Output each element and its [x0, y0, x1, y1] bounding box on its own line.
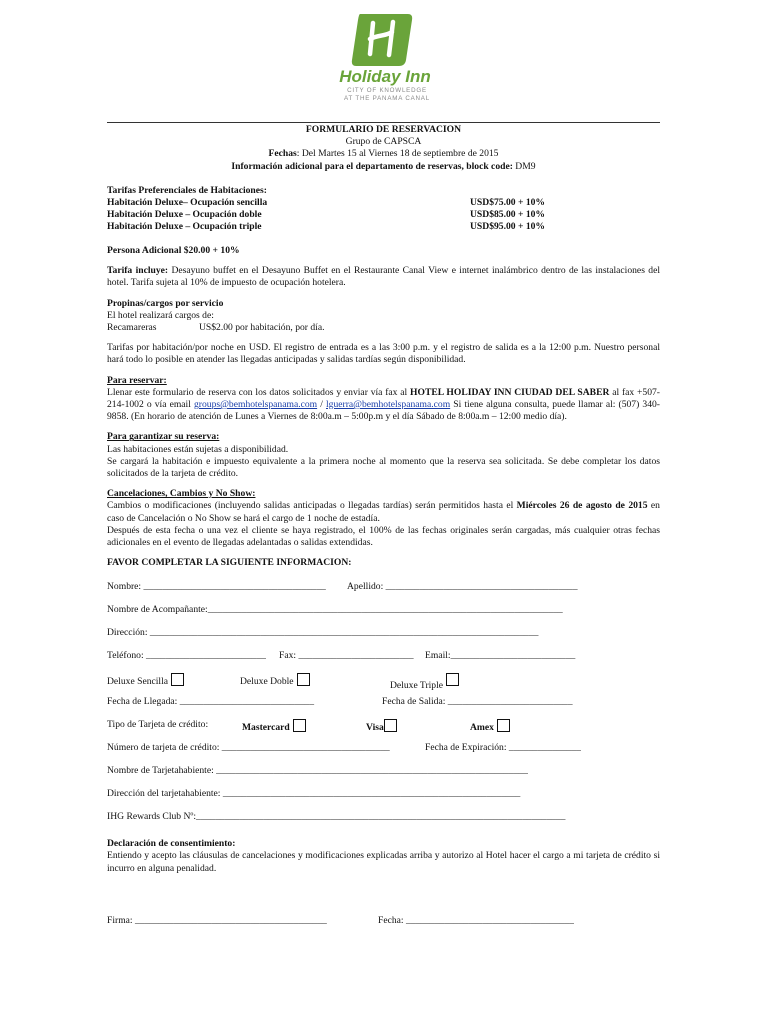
cardholder-address-field[interactable]: Dirección del tarjetahabiente: ______________________________________________________________ — [107, 788, 521, 800]
rates-list — [107, 197, 660, 245]
card-number-field[interactable]: Número de tarjeta de crédito: ___________________________________ — [107, 742, 390, 754]
visa-label: Visa — [366, 722, 384, 734]
amex-checkbox[interactable] — [497, 719, 510, 732]
email-field[interactable]: Email:__________________________ — [425, 650, 576, 662]
visa-checkbox[interactable] — [384, 719, 397, 732]
salida-field[interactable]: Fecha de Salida: __________________________ — [382, 696, 573, 708]
signature-field[interactable]: Firma: ________________________________________ — [107, 914, 327, 926]
reservation-form — [107, 124, 660, 938]
deluxe-triple-checkbox[interactable] — [446, 673, 459, 686]
cardholder-name-field[interactable]: Nombre de Tarjetahabiente: _________________________________________________________________ — [107, 765, 528, 777]
cancel-after: Después de esta fecha o una vez el cliente se haya registrado, el 100% de las fechas originales serán cargadas, más cualquier otras fechas adicionales en el evento de llegadas adelantadas o salidas extendidas. — [107, 524, 660, 549]
acompanante-field[interactable]: Nombre de Acompañante:__________________________________________________________________________ — [107, 604, 563, 616]
email-groups-link[interactable]: groups@bemhotelspanama.com — [193, 399, 318, 411]
deluxe-triple-label: Deluxe Triple — [390, 680, 444, 692]
logo-line2: AT THE PANAMA CANAL — [344, 95, 430, 102]
mastercard-checkbox[interactable] — [293, 719, 306, 732]
cancel-heading: Cancelaciones, Cambios y No Show: — [107, 488, 256, 500]
schedule-paragraph: Tarifas por habitación/por noche en USD. El registro de entrada es a las 3:00 p.m. y el registro de salida es a la 12:00 p.m. Nuestro personal hará todo lo posible en atender las llegadas anticipadas y salidas tardías según disponibilidad. — [107, 342, 660, 366]
logo-brand: Holiday Inn — [339, 67, 431, 86]
rate-price: USD$75.00 + 10% — [470, 197, 546, 209]
card-type-label: Tipo de Tarjeta de crédito: — [107, 719, 209, 731]
logo-line1: CITY OF KNOWLEDGE — [347, 87, 427, 94]
direccion-field[interactable]: Dirección: _________________________________________________________________________________ — [107, 627, 539, 639]
rates-heading: Tarifas Preferenciales de Habitaciones: — [107, 184, 267, 196]
tips-heading: Propinas/cargos por servicio — [107, 297, 224, 309]
deluxe-doble-label: Deluxe Doble — [240, 676, 294, 688]
deluxe-sencilla-label: Deluxe Sencilla — [107, 676, 169, 688]
ihg-rewards-field[interactable]: IHG Rewards Club Nº:_____________________________________________________________________________ — [107, 811, 566, 823]
group-name: Grupo de CAPSCA — [345, 136, 422, 148]
consent-heading: Declaración de consentimiento: — [107, 838, 236, 850]
rate-name: Habitación Deluxe– Ocupación sencilla — [107, 197, 268, 209]
mastercard-label: Mastercard — [242, 722, 290, 734]
cancel-paragraph: Cambios o modificaciones (incluyendo salidas anticipadas o llegadas tardías) serán permitidos hasta el Miércoles 26 de agosto de 2015 en caso de Cancelación o No Show se hará el cargo de 1 noche de estadía. — [107, 500, 660, 524]
dates-line: Fechas: Del Martes 15 al Viernes 18 de septiembre de 2015 — [268, 148, 499, 160]
deluxe-doble-checkbox[interactable] — [297, 673, 310, 686]
rate-name: Habitación Deluxe – Ocupación doble — [107, 209, 262, 221]
llegada-field[interactable]: Fecha de Llegada: ____________________________ — [107, 696, 315, 708]
holiday-inn-logo — [320, 10, 450, 102]
extra-person: Persona Adicional $20.00 + 10% — [107, 245, 240, 257]
fax-field[interactable]: Fax: ________________________ — [279, 650, 414, 662]
deluxe-sencilla-checkbox[interactable] — [171, 673, 184, 686]
top-rule — [107, 122, 660, 123]
info-line: Información adicional para el departamento de reservas, block code: DM9 — [231, 160, 536, 172]
form-heading: FAVOR COMPLETAR LA SIGUIENTE INFORMACION: — [107, 557, 352, 569]
guarantee-line2: Se cargará la habitación e impuesto equivalente a la primera noche al momento que la reserva sea solicitada. Se debe completar los datos solicitados de la tarjeta de crédito. — [107, 455, 660, 480]
email-lguerra-link[interactable]: lguerra@bemhotelspanama.com — [325, 399, 451, 411]
rate-price: USD$85.00 + 10% — [470, 209, 546, 221]
reserve-heading: Para reservar: — [107, 374, 167, 386]
reserve-paragraph: Llenar este formulario de reserva con los datos solicitados y enviar vía fax al HOTEL HOLIDAY INN CIUDAD DEL SABER al fax +507-214-1002 o vía email groups@bemhotelspanama.com / lguerra@bemhotelspanama.com Si tiene alguna consulta, puede llamar al: (507) 340-9858. (En horario de atención de Lunes a Viernes de 8:00a.m – 5:00p.m y el día Sábado de 8:00a.m – 12:00 medio día). — [107, 386, 660, 423]
expiration-field[interactable]: Fecha de Expiración: _______________ — [425, 742, 581, 754]
guarantee-line1: Las habitaciones están sujetas a disponibilidad. — [107, 443, 289, 455]
telefono-field[interactable]: Teléfono: _________________________ — [107, 650, 266, 662]
rate-price: USD$95.00 + 10% — [470, 221, 546, 233]
logo-mark — [352, 14, 412, 66]
tips-line2: Recamareras US$2.00 por habitación, por día. — [107, 322, 325, 334]
rate-name: Habitación Deluxe – Ocupación triple — [107, 221, 262, 233]
tips-line1: El hotel realizará cargos de: — [107, 309, 214, 321]
nombre-field[interactable]: Nombre: ______________________________________ — [107, 581, 326, 593]
form-title: FORMULARIO DE RESERVACION — [305, 124, 462, 135]
consent-text: Entiendo y acepto las cláusulas de cancelaciones y modificaciones explicadas arriba y autorizo al Hotel hacer el cargo a mi tarjeta de crédito si incurro en alguna penalidad. — [107, 850, 660, 874]
signature-date-field[interactable]: Fecha: ___________________________________ — [378, 914, 574, 926]
amex-label: Amex — [470, 722, 494, 734]
guarantee-heading: Para garantizar su reserva: — [107, 431, 220, 443]
apellido-field[interactable]: Apellido: ________________________________________ — [347, 581, 578, 593]
includes-paragraph: Tarifa incluye: Desayuno buffet en el Desayuno Buffet en el Restaurante Canal View e internet inalámbrico dentro de las instalaciones del hotel. Tarifa sujeta al 10% de impuesto de ocupación hotelera. — [107, 265, 660, 289]
